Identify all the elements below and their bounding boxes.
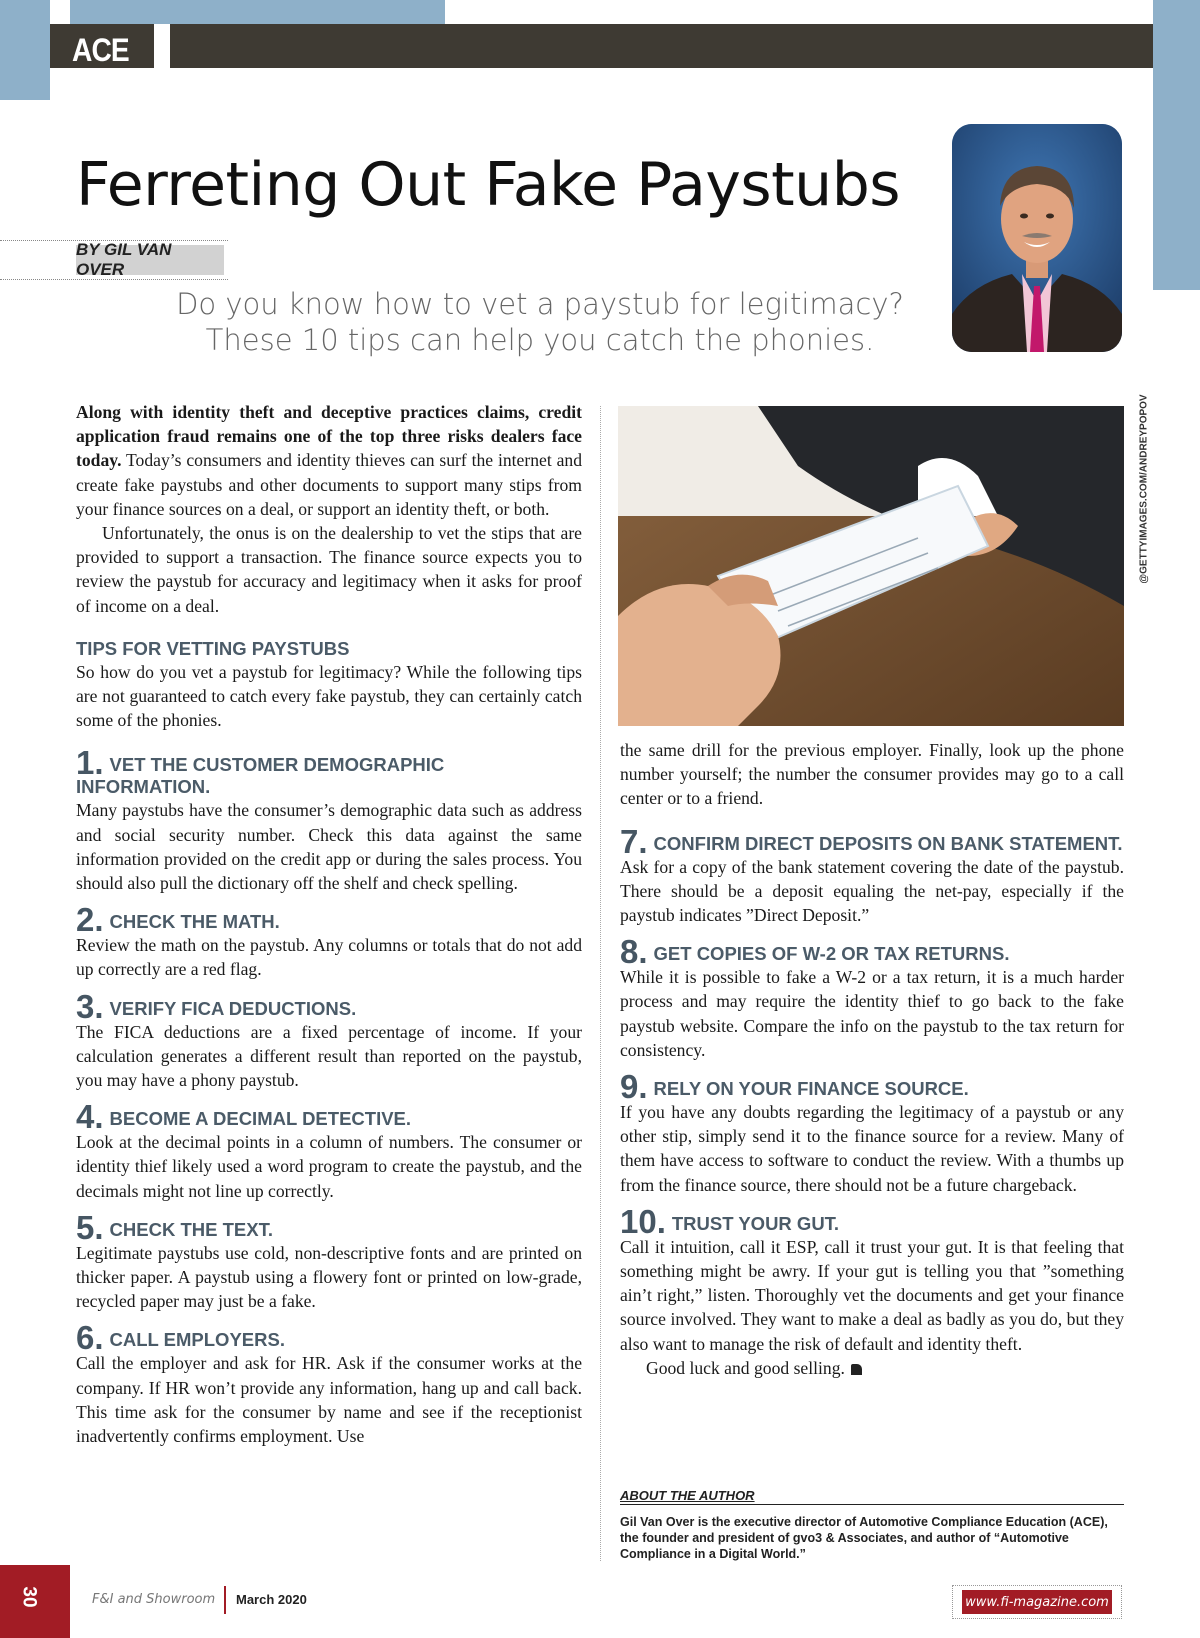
closing-text: Good luck and good selling. xyxy=(646,1357,845,1378)
decorative-blue-side xyxy=(1153,0,1200,290)
tip-heading xyxy=(76,744,582,798)
lead-rest: Today’s consumers and identity thieves can surf the internet and create fake paystubs and other documents to support many stips from your finance sources on a deal, or support an identity theft, or both. xyxy=(76,450,582,519)
article-deck xyxy=(170,286,910,358)
tip-heading xyxy=(76,901,582,939)
decorative-blue-block xyxy=(0,0,50,100)
tip-number: 9. xyxy=(620,1068,648,1106)
tip-body-continued: the same drill for the previous employer. Finally, look up the phone number yourself; the number the consumer provides may go to a call center or to a friend. xyxy=(620,740,1124,809)
tip-heading xyxy=(76,1208,582,1246)
issue-date: March 2020 xyxy=(236,1592,307,1607)
tip-body: Many paystubs have the consumer’s demographic data such as address and social security number. Check this data against the same information provided on the credit app or during the sales process. You should also pull the dictionary off the shelf and check spelling. xyxy=(76,800,582,894)
tip-body: The FICA deductions are a fixed percentage of income. If your calculation generates a different result than reported on the paystub, you may have a phony paystub. xyxy=(76,1021,582,1091)
tip-heading xyxy=(620,1068,1124,1106)
tip-number: 10. xyxy=(620,1202,666,1240)
tip-title: CALL EMPLOYERS. xyxy=(109,1329,285,1351)
end-mark-icon xyxy=(851,1364,862,1375)
tip-number: 7. xyxy=(620,822,648,860)
tip-heading xyxy=(620,1202,1124,1240)
tip-body: While it is possible to fake a W-2 or a tax return, it is a much harder process and may require the identity thief to go back to the fake paystub website. Compare the info on the paystub to the tax return for consistency. xyxy=(620,967,1124,1060)
tip-title: CHECK THE TEXT. xyxy=(109,1218,273,1240)
tip-number: 6. xyxy=(76,1319,104,1357)
section-label: ACE xyxy=(72,32,129,68)
page-number: 30 xyxy=(18,1586,40,1608)
article-photo xyxy=(618,406,1124,726)
website-link[interactable]: www.fi-magazine.com xyxy=(962,1590,1112,1614)
article-column-right xyxy=(620,738,1124,1380)
photo-credit-text: @GETTYIMAGES.COM/ANDREYPOPOV xyxy=(1138,393,1150,584)
tip-number: 2. xyxy=(76,901,104,939)
closing-line xyxy=(620,1356,1124,1380)
tip-heading xyxy=(76,987,582,1025)
section-subhead: TIPS FOR VETTING PAYSTUBS xyxy=(76,637,350,659)
check-exchange-illustration xyxy=(618,406,1124,726)
tip-body: Review the math on the paystub. Any columns or totals that do not add up correctly are a red flag. xyxy=(76,935,582,980)
tip-title: TRUST YOUR GUT. xyxy=(671,1212,840,1234)
tip-title: CHECK THE MATH. xyxy=(109,911,280,933)
tip-heading xyxy=(620,822,1124,860)
tip-title: CONFIRM DIRECT DEPOSITS ON BANK STATEMENT. xyxy=(653,832,1123,854)
tip-number: 4. xyxy=(76,1098,104,1136)
deck-line: These 10 tips can help you catch the phonies. xyxy=(205,323,875,357)
footer-divider xyxy=(224,1586,226,1614)
author-portrait xyxy=(952,124,1122,352)
tip-number: 5. xyxy=(76,1208,104,1246)
tip-body: Ask for a copy of the bank statement covering the date of the paystub. There should be a deposit equaling the net-pay, especially if the paystub indicates ”Direct Deposit.” xyxy=(620,856,1124,926)
byline: BY GIL VAN OVER xyxy=(76,245,224,275)
photo-credit xyxy=(1136,393,1152,584)
tip-title: VET THE CUSTOMER DEMOGRAPHIC INFORMATION. xyxy=(76,754,445,798)
portrait-illustration xyxy=(952,124,1122,352)
deck-line: Do you know how to vet a paystub for legitimacy? xyxy=(176,287,904,321)
tip-title: RELY ON YOUR FINANCE SOURCE. xyxy=(653,1078,969,1100)
lead-bold: Along with identity theft and deceptive practices claims, credit application fraud remains one of the top three risks dealers face today. xyxy=(76,402,582,471)
decorative-blue-strip xyxy=(70,0,445,24)
tip-number: 8. xyxy=(620,933,648,971)
article-column-left xyxy=(76,400,582,1448)
article-title: Ferreting Out Fake Paystubs xyxy=(76,150,901,220)
column-divider xyxy=(600,406,601,1561)
body-paragraph: So how do you vet a paystub for legitimacy? While the following tips are not guaranteed to catch every fake paystub, they can certainly catch some of the phonies. xyxy=(76,661,582,731)
about-author-text: Gil Van Over is the executive director of Automotive Compliance Education (ACE), the founder and president of gvo3 & Associates, and author of “Automotive Compliance in a Digital World.” xyxy=(620,1515,1108,1561)
body-paragraph: Unfortunately, the onus is on the dealership to vet the stips that are provided to support a transaction. The finance source expects you to review the paystub for accuracy and legitimacy when it asks for proof of income on a deal. xyxy=(76,523,582,616)
tip-title: BECOME A DECIMAL DETECTIVE. xyxy=(109,1108,412,1130)
tip-heading xyxy=(76,1319,582,1357)
tip-title: VERIFY FICA DEDUCTIONS. xyxy=(109,997,357,1019)
tip-number: 1. xyxy=(76,744,104,782)
tip-heading xyxy=(620,933,1124,971)
tip-heading xyxy=(76,1098,582,1136)
lead-paragraph xyxy=(76,400,582,521)
tip-body: Call the employer and ask for HR. Ask if the consumer works at the company. If HR won’t provide any information, hang up and call back. This time ask for the consumer by name and see if the receptionist inadvertently confirms employment. Use xyxy=(76,1353,582,1447)
about-author-heading: ABOUT THE AUTHOR xyxy=(620,1488,1124,1505)
section-header-bar xyxy=(170,24,1153,68)
tip-body: If you have any doubts regarding the legitimacy of a paystub or any other stip, simply send it to the finance source for a review. Many of them have access to software to conduct the review. With a thumbs up from the finance source, there should not be a future chargeback. xyxy=(620,1102,1124,1195)
tip-body: Call it intuition, call it ESP, call it trust your gut. It is that feeling that something might be awry. If your gut is telling you that ”something ain’t right,” listen. Thoroughly vet the documents and get your finance source involved. They want to make a deal as badly as you do, but they also want to manage the risk of default and identity theft. xyxy=(620,1236,1124,1354)
publication-name: F&I and Showroom xyxy=(92,1592,216,1607)
tip-body: Look at the decimal points in a column of numbers. The consumer or identity thief likely used a word program to create the paystub, and the decimals might not line up correctly. xyxy=(76,1132,582,1201)
tip-number: 3. xyxy=(76,987,104,1025)
tip-body: Legitimate paystubs use cold, non-descriptive fonts and are printed on thicker paper. A paystub using a flowery font or printed on low-grade, recycled paper may just be a fake. xyxy=(76,1242,582,1312)
tip-title: GET COPIES OF W-2 OR TAX RETURNS. xyxy=(653,943,1010,965)
